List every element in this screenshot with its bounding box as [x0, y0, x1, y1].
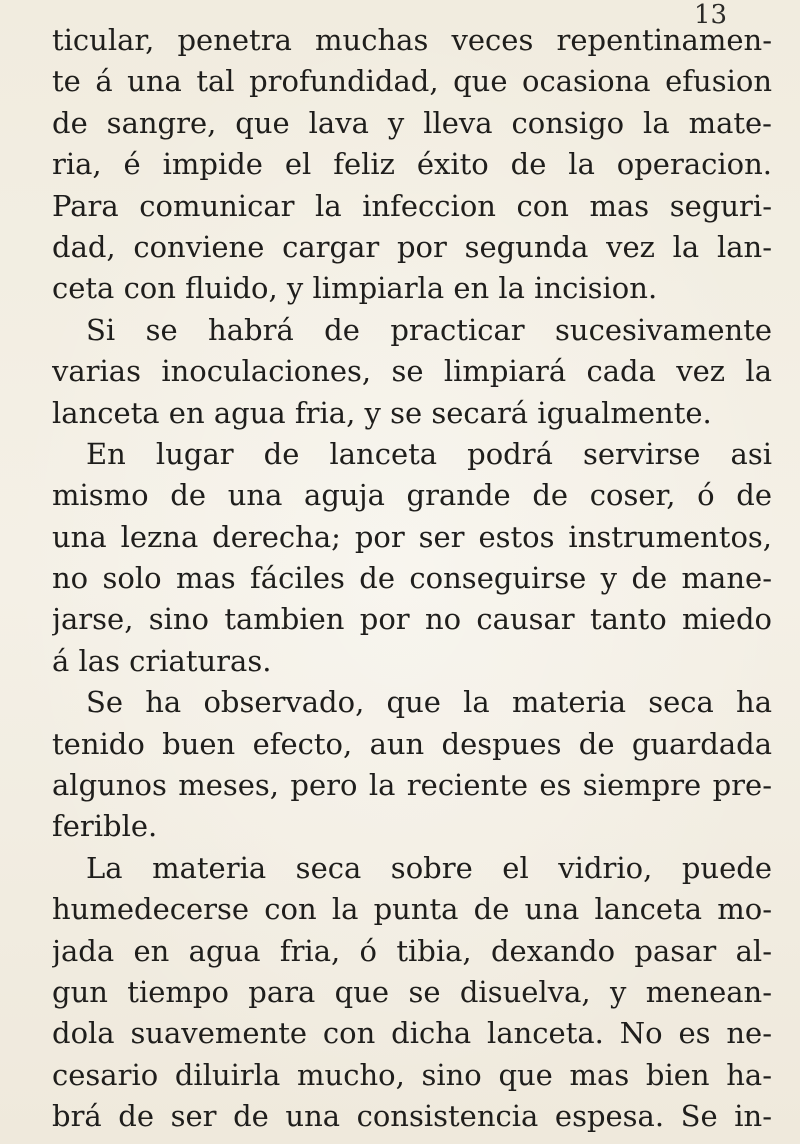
text-line: varias inoculaciones, se limpiará cada vez la [52, 354, 772, 389]
text-line: ferible. [52, 809, 158, 844]
text-line: La materia seca sobre el vidrio, puede [86, 850, 772, 885]
text-line: Para comunicar la infeccion con mas seguri- [52, 188, 772, 223]
text-line: no solo mas fáciles de conseguirse y de mane- [52, 561, 772, 596]
body-text [52, 20, 772, 1138]
text-line: Se ha observado, que la materia seca ha [86, 685, 772, 720]
text-line: cesario diluirla mucho, sino que mas bien ha- [52, 1057, 772, 1092]
text-line: lanceta en agua fria, y se secará igualmente. [52, 395, 712, 430]
text-line: algunos meses, pero la reciente es siempre pre- [52, 768, 772, 803]
text-line: tenido buen efecto, aun despues de guardada [52, 726, 772, 761]
text-line: dola suavemente con dicha lanceta. No es ne- [52, 1016, 772, 1051]
text-line: mismo de una aguja grande de coser, ó de [52, 478, 772, 513]
text-line: jada en agua fria, ó tibia, dexando pasar al- [52, 933, 772, 968]
text-line: jarse, sino tambien por no causar tanto miedo [52, 602, 772, 637]
text-line: En lugar de lanceta podrá servirse asi [86, 436, 772, 471]
page-number: 13 [694, 0, 728, 30]
text-line: una lezna derecha; por ser estos instrumentos, [52, 519, 772, 554]
text-line: brá de ser de una consistencia espesa. Se in- [52, 1099, 772, 1134]
text-line: ticular, penetra muchas veces repentinamen- [52, 23, 772, 57]
text-line: te á una tal profundidad, que ocasiona efusion [52, 64, 772, 99]
text-line: Si se habrá de practicar sucesivamente [86, 312, 772, 347]
text-line: dad, conviene cargar por segunda vez la lan- [52, 229, 772, 264]
text-line: gun tiempo para que se disuelva, y menean- [52, 974, 772, 1009]
text-line: ceta con fluido, y limpiarla en la incision. [52, 271, 658, 306]
text-line: de sangre, que lava y lleva consigo la mate- [52, 105, 772, 140]
text-line: á las criaturas. [52, 643, 272, 678]
text-line: ria, é impide el feliz éxito de la operacion. [52, 147, 772, 182]
text-line: humedecerse con la punta de una lanceta mo- [52, 892, 772, 927]
